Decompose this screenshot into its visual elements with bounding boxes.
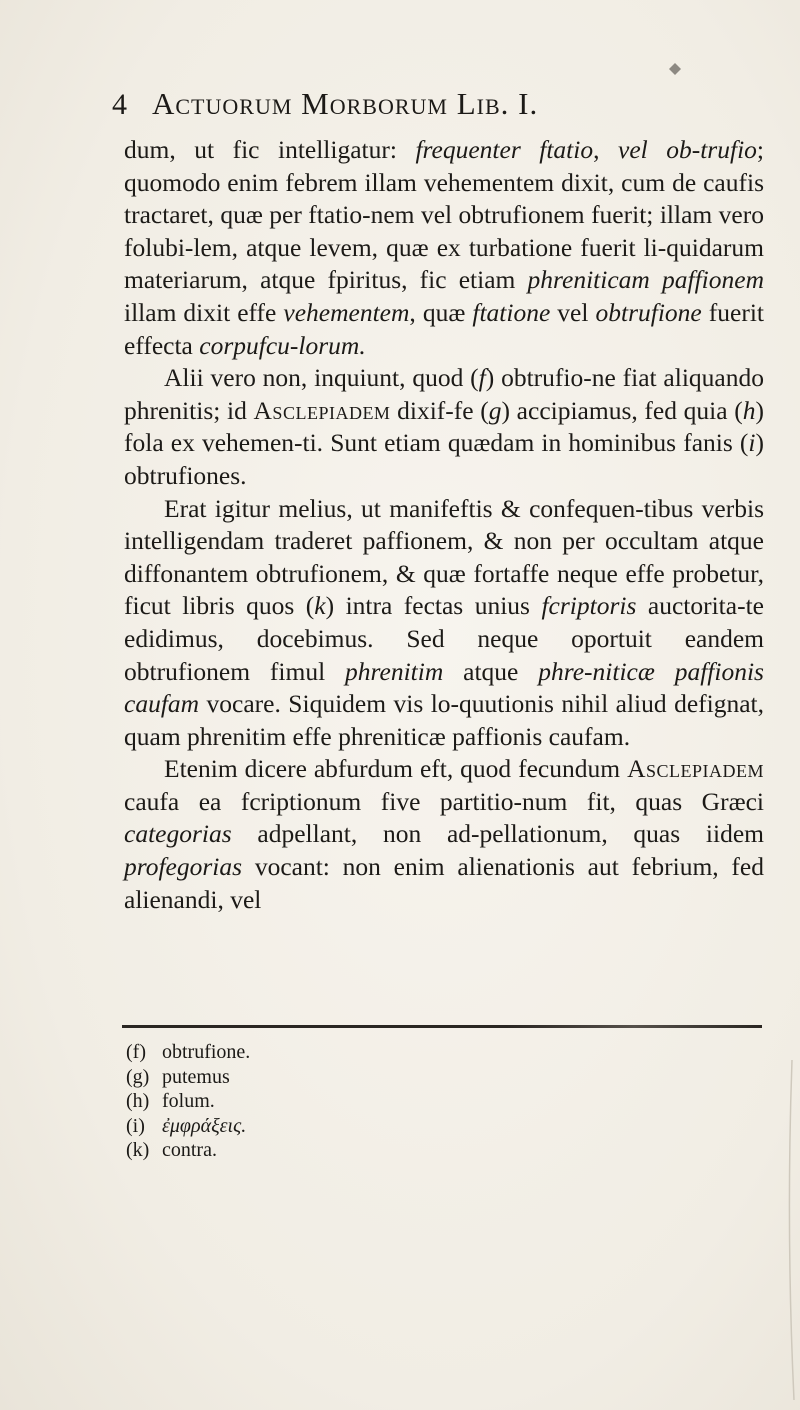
footnote-text: putemus	[162, 1065, 230, 1088]
paragraph	[124, 134, 764, 362]
text-run: ) accipiamus, fed quia (	[501, 395, 743, 425]
text-run: ,	[593, 135, 618, 164]
italic-phrase: h	[742, 395, 756, 425]
footnote-text: obtrufione.	[162, 1041, 251, 1063]
italic-phrase: categorias	[124, 819, 232, 849]
text-run: ; quomodo enim febrem illam vehementem dixit, cum de caufis tractaret, quæ per ftatio-nem vel obtrufionem fuerit; illam vero folubi-lem, atque levem, quæ ex turbatione fuerit li-quidarum materiarum, atque fpiritus, fic etiam	[124, 135, 764, 295]
footnote-label: (h)	[126, 1090, 150, 1112]
text-run: ) intra fectas unius	[325, 591, 542, 621]
text-run: dum, ut fic intelligatur:	[124, 135, 416, 164]
italic-phrase: phreniticam paffionem	[527, 265, 764, 295]
text-run: Alii vero non, inquiunt, quod (	[164, 363, 479, 393]
running-head	[112, 86, 732, 130]
paragraph	[124, 753, 764, 916]
italic-phrase: fcriptoris	[541, 591, 637, 621]
text-run: caufa ea fcriptionum five partitio-num fit, quas Græci	[124, 786, 764, 816]
footnote	[126, 1089, 526, 1114]
footnote	[126, 1065, 526, 1090]
italic-phrase: vel ob-trufio	[618, 135, 757, 164]
text-run: adpellant, non ad-pellationum, quas iidem	[231, 819, 764, 849]
footnote-rule	[122, 1025, 762, 1028]
text-run: auctorita-te edidimus, docebimus. Sed neque oportuit eandem obtrufionem fimul	[124, 591, 764, 686]
italic-phrase: g	[488, 395, 502, 425]
author-name: Asclepiadem	[627, 754, 764, 784]
footnote-label: (g)	[126, 1065, 150, 1088]
italic-phrase: ftatione	[472, 297, 551, 327]
footnotes	[126, 1040, 526, 1163]
italic-phrase: profegorias	[124, 852, 243, 882]
italic-phrase: corpufcu-lorum.	[199, 330, 366, 360]
text-run: ) obtrufiones.	[124, 428, 764, 490]
italic-phrase: k	[314, 591, 326, 621]
text-run: vel	[550, 297, 596, 327]
footnote-label: (i)	[126, 1114, 145, 1137]
text-run: , quæ	[409, 297, 473, 327]
text-run: vocant: non enim alienationis aut febrium, fed alienandi, vel	[124, 852, 764, 914]
footnote-label: (k)	[126, 1139, 150, 1161]
ink-speck-icon	[668, 62, 682, 76]
italic-phrase: frequenter ftatio	[415, 135, 594, 164]
italic-phrase: phrenitim	[345, 656, 444, 686]
footnote-label: (f)	[126, 1041, 146, 1063]
footnote-text: contra.	[162, 1139, 217, 1161]
footnote	[126, 1138, 526, 1163]
footnote-text: ἐμφράξεις.	[162, 1114, 247, 1137]
footnote-text: folum.	[162, 1090, 215, 1112]
main-text	[124, 134, 764, 916]
page-crease-icon	[780, 1060, 800, 1400]
author-name: Asclepiadem	[253, 395, 391, 425]
text-run: fuerit effecta	[124, 297, 764, 360]
running-title: Actuorum Morborum Lib. I.	[152, 86, 539, 121]
text-run: dixif-fe (	[390, 395, 489, 425]
text-run: Erat igitur melius, ut manifeftis & confequen-tibus verbis intelligendam traderet paffionem, & non per occultam atque diffonantem obtrufionem, & quæ fortaffe neque effe probetur, ficut libris quos (	[124, 493, 764, 621]
italic-phrase: f	[478, 363, 486, 393]
text-run: ) fola ex vehemen-ti. Sunt etiam quædam in hominibus fanis (	[124, 395, 764, 458]
italic-phrase: vehementem	[283, 297, 410, 327]
italic-phrase: obtrufione	[595, 297, 702, 327]
text-run: ) obtrufio-ne fiat aliquando phrenitis; id	[124, 363, 764, 425]
footnote	[126, 1040, 526, 1065]
italic-phrase: i	[748, 428, 756, 458]
footnote	[126, 1114, 526, 1139]
page-number: 4	[112, 88, 127, 121]
text-run: vocare. Siquidem vis lo-quutionis nihil aliud defignat, quam phrenitim effe phreniticæ paffionis caufam.	[124, 689, 764, 751]
paragraph	[124, 493, 764, 754]
paragraph	[124, 362, 764, 492]
text-run: illam dixit effe	[124, 297, 284, 327]
text-run: atque	[443, 656, 539, 686]
italic-phrase: phre-niticæ paffionis caufam	[124, 656, 764, 719]
text-run: Etenim dicere abfurdum eft, quod fecundum	[164, 754, 628, 784]
